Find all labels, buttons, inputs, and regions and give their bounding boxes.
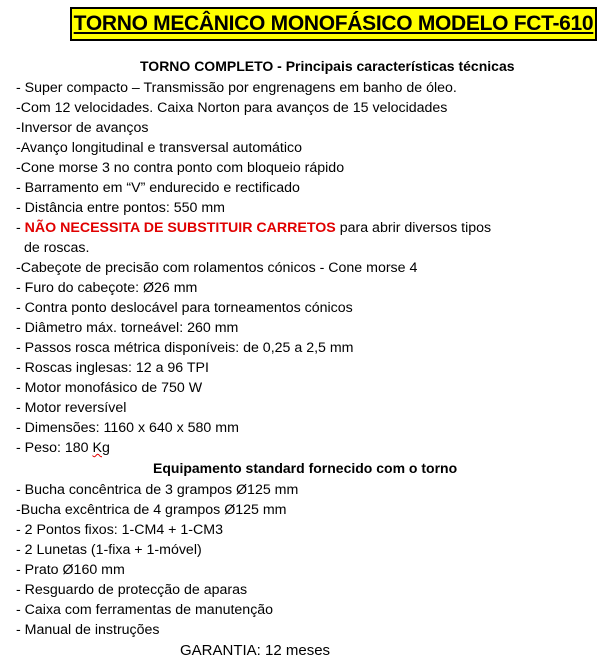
feature-item: - Motor reversível bbox=[16, 400, 127, 416]
equipment-item: - Bucha concêntrica de 3 grampos Ø125 mm bbox=[16, 482, 299, 498]
equipment-item: - Manual de instruções bbox=[16, 622, 160, 638]
notice-rest: para abrir diversos tipos bbox=[335, 220, 492, 236]
page-title: TORNO MECÂNICO MONOFÁSICO MODELO FCT-610 bbox=[70, 7, 597, 41]
feature-item: - Contra ponto deslocável para torneamentos cónicos bbox=[16, 300, 353, 316]
feature-item: -Cone morse 3 no contra ponto com bloqueio rápido bbox=[16, 160, 345, 176]
notice-item bbox=[16, 218, 606, 238]
feature-item: -Cabeçote de precisão com rolamentos cónicos - Cone morse 4 bbox=[16, 260, 418, 276]
equipment-item: - 2 Pontos fixos: 1-CM4 + 1-CM3 bbox=[16, 522, 223, 538]
equipment-item: - Resguardo de protecção de aparas bbox=[16, 582, 248, 598]
feature-item: - Dimensões: 1160 x 640 x 580 mm bbox=[16, 420, 239, 436]
feature-item: - Furo do cabeçote: Ø26 mm bbox=[16, 280, 198, 296]
notice-continuation: de roscas. bbox=[24, 240, 90, 256]
equipment-item: -Bucha excêntrica de 4 grampos Ø125 mm bbox=[16, 502, 287, 518]
feature-item: - Barramento em “V” endurecido e rectificado bbox=[16, 180, 300, 196]
features-heading: TORNO COMPLETO - Principais características técnicas bbox=[140, 58, 515, 74]
weight-label: - Peso: 180 bbox=[16, 440, 93, 456]
warranty-note: GARANTIA: 12 meses bbox=[180, 642, 331, 659]
equipment-item: - Caixa com ferramentas de manutenção bbox=[16, 602, 274, 618]
notice-highlight: NÃO NECESSITA DE SUBSTITUIR CARRETOS bbox=[24, 220, 336, 236]
equipment-list bbox=[16, 480, 606, 640]
feature-item: - Passos rosca métrica disponíveis: de 0,25 a 2,5 mm bbox=[16, 340, 354, 356]
equipment-item: - Prato Ø160 mm bbox=[16, 562, 125, 578]
weight-item bbox=[16, 438, 606, 458]
feature-item: - Distância entre pontos: 550 mm bbox=[16, 200, 225, 216]
feature-item: - Motor monofásico de 750 W bbox=[16, 380, 203, 396]
features-list bbox=[16, 78, 606, 458]
feature-item: -Com 12 velocidades. Caixa Norton para avanços de 15 velocidades bbox=[16, 100, 448, 116]
weight-unit: Kg bbox=[92, 440, 110, 456]
feature-item: -Avanço longitudinal e transversal automático bbox=[16, 140, 303, 156]
feature-item: - Diâmetro máx. torneável: 260 mm bbox=[16, 320, 239, 336]
feature-item: - Roscas inglesas: 12 a 96 TPI bbox=[16, 360, 209, 376]
feature-item: -Inversor de avanços bbox=[16, 120, 149, 136]
equipment-item: - 2 Lunetas (1-fixa + 1-móvel) bbox=[16, 542, 202, 558]
equipment-heading: Equipamento standard fornecido com o torno bbox=[153, 460, 458, 476]
feature-item: - Super compacto – Transmissão por engrenagens em banho de óleo. bbox=[16, 80, 457, 96]
notice-prefix: - bbox=[16, 220, 25, 236]
